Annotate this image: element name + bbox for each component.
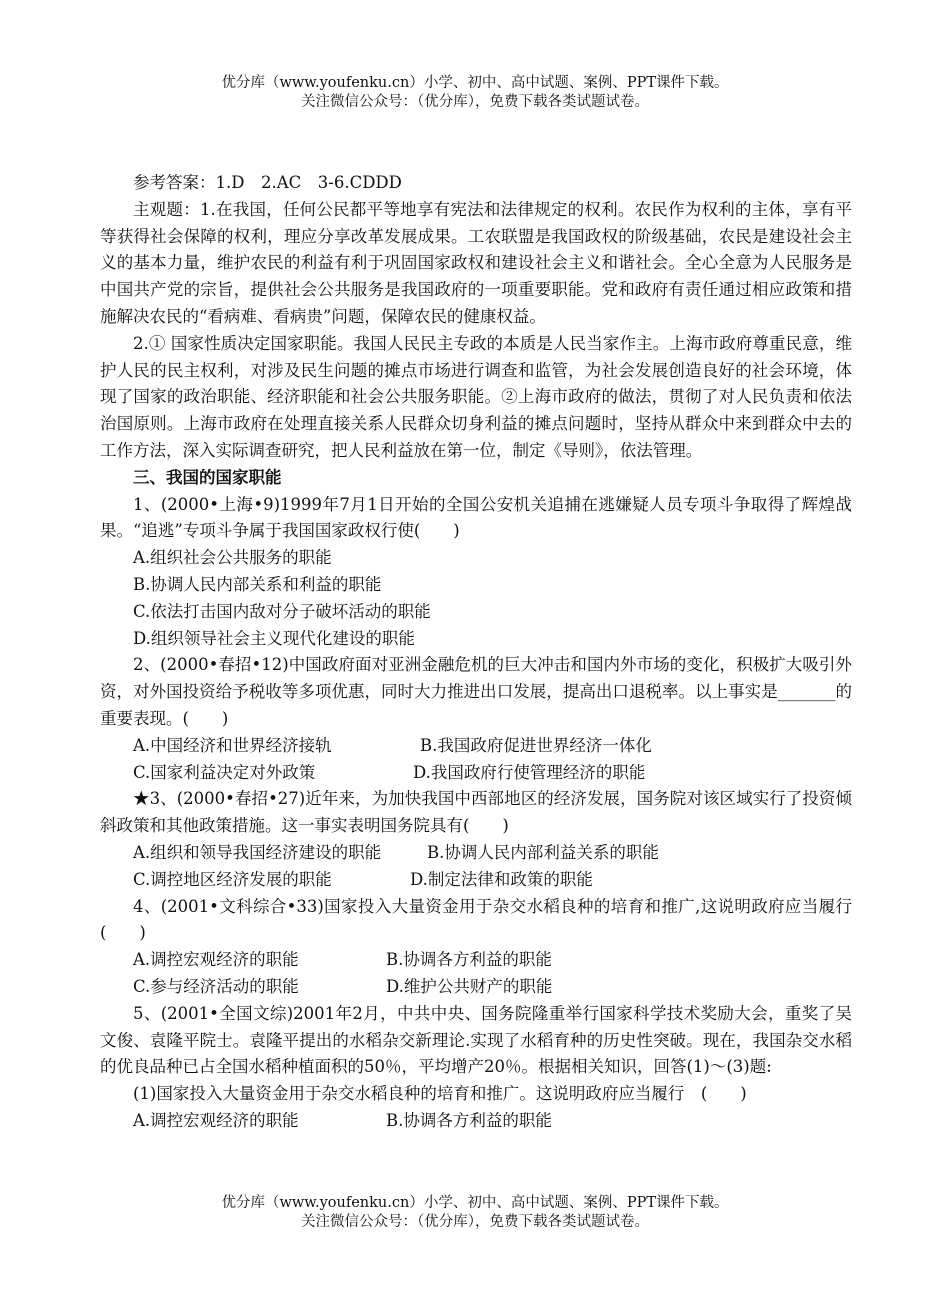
question-5-stem: 5、(2001•全国文综)2001年2月，中共中央、国务院隆重举行国家科学技术奖励大会，重奖了吴文俊、袁隆平院士。袁隆平提出的水稻杂交新理论.实现了水稻育种的历史性突破。现在，我国杂交水稻的优良品种已占全国水稻种植面积的50％，平均增产20％。根据相关知识，回答(1)～(3)题: bbox=[100, 1003, 852, 1077]
question-2-stem: 2、(2000•春招•12)中国政府面对亚洲金融危机的巨大冲击和国内外市场的变化，积极扩大吸引外资，对外国投资给予税收等多项优惠，同时大力推进出口发展，提高出口退税率。以上事实是_______的重要表现。( ) bbox=[100, 655, 852, 728]
header-line-1: 优分库（www.youfenku.cn）小学、初中、高中试题、案例、PPT课件下载。 bbox=[221, 75, 729, 91]
question-3-option-a: A.组织和领导我国经济建设的职能 bbox=[133, 842, 382, 862]
answer-key: 参考答案：1.D 2.AC 3-6.CDDD bbox=[133, 173, 402, 192]
essay-answer-1: 主观题：1.在我国，任何公民都平等地享有宪法和法律规定的权利。农民作为权利的主体，享有平等获得社会保障的权利，理应分享改革发展成果。工农联盟是我国政权的阶级基础，农民是建设社会主义的基本力量，维护农民的利益有利于巩固国家政权和建设社会主义和谐社会。全心全意为人民服务是中国共产党的宗旨，提供社会公共服务是我国政府的一项重要职能。党和政府有责任通过相应政策和措施解决农民的“看病难、看病贵”问题，保障农民的健康权益。 bbox=[100, 199, 852, 326]
question-5-option-b: B.协调各方利益的职能 bbox=[386, 1110, 552, 1130]
question-3-options-row-1 bbox=[100, 840, 852, 867]
question-1-option-c: C.依法打击国内敌对分子破坏活动的职能 bbox=[133, 601, 431, 621]
footer-line-2: 关注微信公众号：（优分库），免费下载各类试题试卷。 bbox=[301, 1214, 649, 1230]
question-2-options-row-2 bbox=[100, 760, 852, 787]
question-3-option-b: B.协调人民内部利益关系的职能 bbox=[427, 842, 659, 862]
section-title: 三、我国的国家职能 bbox=[133, 467, 282, 487]
question-2-option-c: C.国家利益决定对外政策 bbox=[133, 762, 316, 782]
document-body bbox=[100, 170, 852, 1135]
question-2-options-row-1 bbox=[100, 733, 852, 760]
question-4-options-row-1 bbox=[100, 947, 852, 974]
question-3-option-d: D.制定法律和政策的职能 bbox=[410, 869, 593, 889]
question-4-option-a: A.调控宏观经济的职能 bbox=[133, 950, 299, 970]
question-4-option-b: B.协调各方利益的职能 bbox=[386, 950, 552, 970]
question-2-option-d: D.我国政府行使管理经济的职能 bbox=[413, 762, 646, 782]
page-footer bbox=[0, 1194, 950, 1232]
question-1-stem: 1、(2000•上海•9)1999年7月1日开始的全国公安机关追捕在逃嫌疑人员专项斗争取得了辉煌战果。“追逃”专项斗争属于我国国家政权行使( ) bbox=[100, 494, 852, 541]
footer-line-1: 优分库（www.youfenku.cn）小学、初中、高中试题、案例、PPT课件下载。 bbox=[221, 1195, 729, 1211]
page-header bbox=[0, 74, 950, 112]
essay-answer-2: 2.① 国家性质决定国家职能。我国人民民主专政的本质是人民当家作主。上海市政府尊重民意，维护人民的民主权利，对涉及民生问题的摊点市场进行调查和监管，为社会发展创造良好的社会环境，体现了国家的政治职能、经济职能和社会公共服务职能。②上海市政府的做法，贯彻了对人民负责和依法治国原则。上海市政府在处理直接关系人民群众切身利益的摊点问题时，坚持从群众中来到群众中去的工作方法，深入实际调查研究，把人民利益放在第一位，制定《导则》，依法管理。 bbox=[100, 333, 852, 460]
question-5-option-a: A.调控宏观经济的职能 bbox=[133, 1110, 299, 1130]
question-4-option-d: D.维护公共财产的职能 bbox=[386, 976, 553, 996]
question-3-options-row-2 bbox=[100, 867, 852, 894]
question-1-option-a: A.组织社会公共服务的职能 bbox=[133, 548, 332, 568]
header-line-2: 关注微信公众号：（优分库），免费下载各类试题试卷。 bbox=[301, 94, 649, 110]
question-4-stem: 4、(2001•文科综合•33)国家投入大量资金用于杂交水稻良种的培育和推广,这说明政府应当履行( ) bbox=[100, 896, 852, 943]
question-3-stem: ★3、(2000•春招•27)近年来，为加快我国中西部地区的经济发展，国务院对该区域实行了投资倾斜政策和其他政策措施。这一事实表明国务院具有( ) bbox=[100, 789, 852, 836]
question-1-option-b: B.协调人民内部关系和利益的职能 bbox=[133, 574, 382, 594]
question-4-options-row-2 bbox=[100, 974, 852, 1001]
question-2-option-a: A.中国经济和世界经济接轨 bbox=[133, 735, 332, 755]
question-4-option-c: C.参与经济活动的职能 bbox=[133, 976, 299, 996]
question-2-option-b: B.我国政府促进世界经济一体化 bbox=[420, 735, 652, 755]
question-3-option-c: C.调控地区经济发展的职能 bbox=[133, 869, 332, 889]
question-5-options-row-1 bbox=[100, 1108, 852, 1135]
question-1-option-d: D.组织领导社会主义现代化建设的职能 bbox=[133, 628, 415, 648]
question-5-subquestion-1: (1)国家投入大量资金用于杂交水稻良种的培育和推广。这说明政府应当履行 ( ) bbox=[133, 1084, 747, 1104]
